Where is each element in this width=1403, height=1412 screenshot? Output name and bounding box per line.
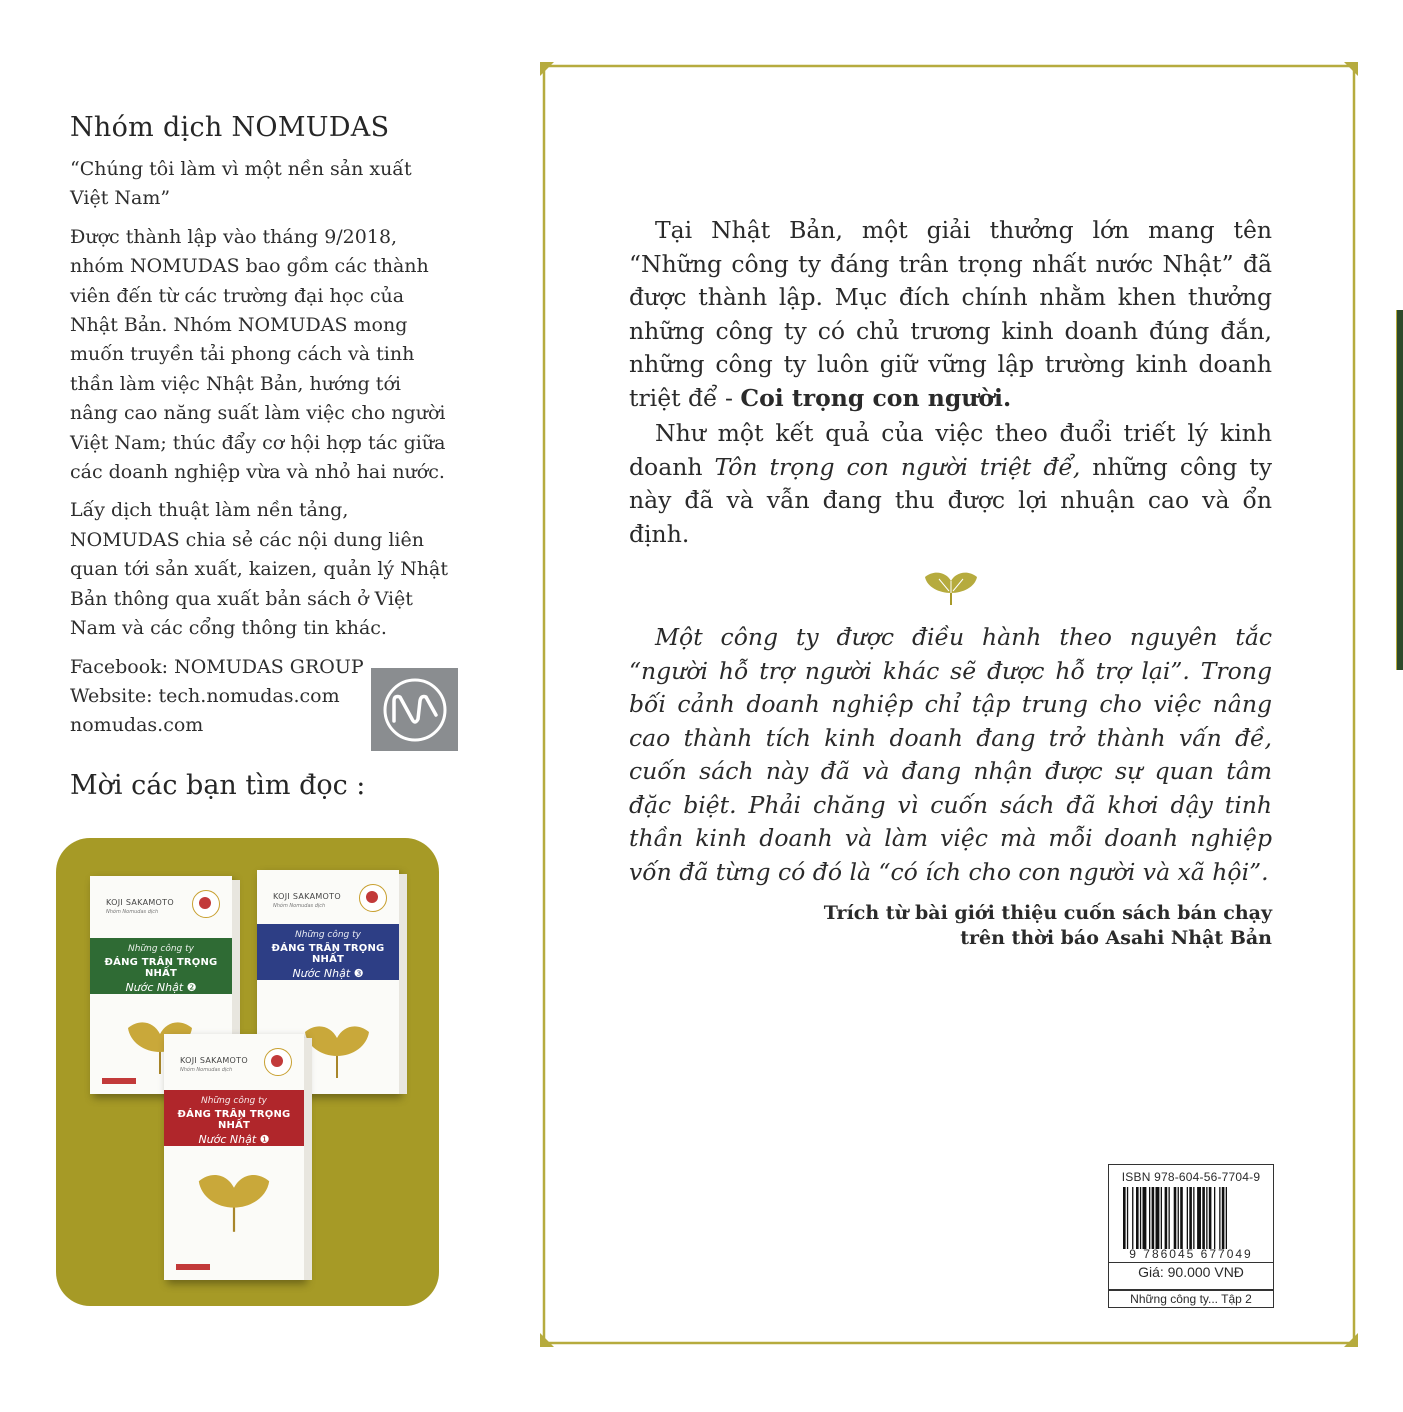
group-activities: Lấy dịch thuật làm nền tảng, NOMUDAS chia sẻ các nội dung liên quan tới sản xuất, kaizen, quản lý Nhật Bản thông qua xuất bản sách ở Việt Nam và các cổng thông tin khác. <box>70 499 449 640</box>
book-author: KOJI SAKAMOTO <box>180 1056 248 1065</box>
nomudas-logo-icon <box>380 675 450 745</box>
isbn-barcode-box <box>1108 1164 1274 1290</box>
series-label: Những công ty... Tập 2 <box>1108 1290 1274 1308</box>
italic-phrase: Tôn trọng con người triệt để, <box>714 452 1081 481</box>
book-series-promo <box>56 838 439 1306</box>
back-cover-text <box>629 214 1272 951</box>
book-translator: Nhóm Nomudas dịch <box>106 909 159 915</box>
website-text: Website: tech.nomudas.com <box>70 684 340 707</box>
barcode-digits: 9 786045 677049 <box>1129 1247 1253 1261</box>
translator-info-column <box>70 112 450 741</box>
book-author: KOJI SAKAMOTO <box>273 892 341 901</box>
translator-group-title: Nhóm dịch NOMUDAS <box>70 112 390 143</box>
award-badge-icon <box>192 890 220 918</box>
isbn-text: ISBN 978-604-56-7704-9 <box>1121 1170 1261 1184</box>
intro-paragraph: Tại Nhật Bản, một giải thưởng lớn mang tên “Những công ty đáng trân trọng nhất nước Nhật” đã được thành lập. Mục đích chính nhằm khen thưởng những công ty có chủ trương kinh doanh đúng đắn, những công ty luôn giữ vững lập trường kinh doanh triệt để - Coi trọng con người. <box>629 216 1272 412</box>
book-translator: Nhóm Nomudas dịch <box>273 903 326 909</box>
result-paragraph: Như một kết quả của việc theo đuổi triết lý kinh doanh Tôn trọng con người triệt để, những công ty này đã và vẫn đang thu được lợi nhuận cao và ổn định. <box>629 419 1272 548</box>
quote-source: Trích từ bài giới thiệu cuốn sách bán chạy trên thời báo Asahi Nhật Bản <box>823 902 1272 949</box>
publisher-logo <box>102 1078 136 1084</box>
recommend-heading: Mời các bạn tìm đọc : <box>70 770 366 801</box>
publisher-logo <box>176 1264 210 1270</box>
award-badge-icon <box>264 1048 292 1076</box>
award-badge-icon <box>359 884 387 912</box>
website-text-2: nomudas.com <box>70 714 204 737</box>
book-title-band: Những công ty ĐÁNG TRÂN TRỌNG NHẤT Nước Nhật ❶ <box>164 1090 304 1146</box>
spine-edge <box>1396 310 1403 670</box>
barcode-icon <box>1121 1187 1261 1249</box>
emphasis-text: Coi trọng con người. <box>740 383 1012 412</box>
group-motto: “Chúng tôi làm vì một nền sản xuất Việt Nam” <box>70 158 412 210</box>
nomudas-logo <box>371 668 458 751</box>
back-cover-panel <box>540 62 1358 1347</box>
book-translator: Nhóm Nomudas dịch <box>180 1067 233 1073</box>
ginkgo-leaf-icon <box>189 1168 279 1234</box>
book-cover-volume-1 <box>164 1034 304 1280</box>
ginkgo-ornament-icon <box>921 569 981 607</box>
facebook-text: Facebook: NOMUDAS GROUP <box>70 655 364 678</box>
price-text: Giá: 90.000 VNĐ <box>1109 1262 1273 1280</box>
book-title-band: Những công ty ĐÁNG TRÂN TRỌNG NHẤT Nước Nhật ❷ <box>90 938 232 994</box>
book-title-band: Những công ty ĐÁNG TRÂN TRỌNG NHẤT Nước Nhật ❸ <box>257 924 399 980</box>
group-description: Được thành lập vào tháng 9/2018, nhóm NOMUDAS bao gồm các thành viên đến từ các trường đại học của Nhật Bản. Nhóm NOMUDAS mong muốn truyền tải phong cách và tinh thần làm việc Nhật Bản, hướng tới nâng cao năng suất làm việc cho người Việt Nam; thúc đẩy cơ hội hợp tác giữa các doanh nghiệp vừa và nhỏ hai nước. <box>70 225 446 484</box>
review-quote: Một công ty được điều hành theo nguyên tắc “người hỗ trợ người khác sẽ được hỗ trợ lại”. Trong bối cảnh doanh nghiệp chỉ tập trung cho việc nâng cao thành tích kinh doanh đang trở thành vấn đề, cuốn sách này đã và đang nhận được sự quan tâm đặc biệt. Phải chăng vì cuốn sách đã khơi dậy tinh thần kinh doanh và làm việc mà mỗi doanh nghiệp vốn đã từng có đó là “có ích cho con người và xã hội”. <box>629 623 1272 886</box>
book-author: KOJI SAKAMOTO <box>106 898 174 907</box>
